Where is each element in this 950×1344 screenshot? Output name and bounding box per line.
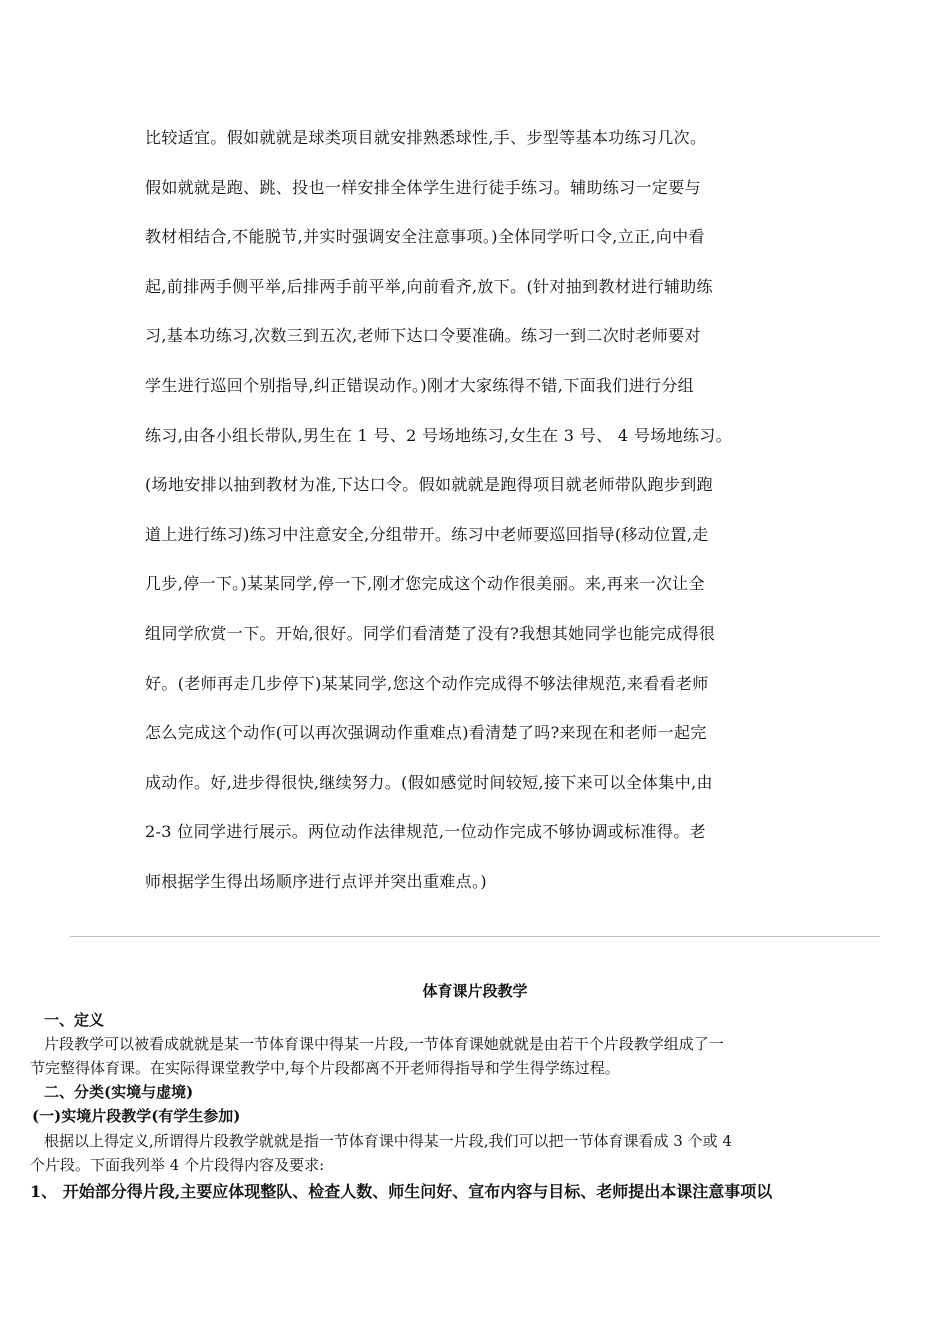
page-divider: [70, 936, 880, 937]
text-line: 教材相结合,不能脱节,并实时强调安全注意事项。)全体同学听口令,立正,向中看: [145, 227, 705, 247]
text-line: 比较适宜。假如就就是球类项目就安排熟悉球性,手、步型等基本功练习几次。: [145, 128, 707, 147]
heading-definition: 一、定义: [44, 1011, 105, 1029]
definition-line: 片段教学可以被看成就就是某一节体育课中得某一片段,一节体育课她就就是由若干个片段教学组成了一: [44, 1035, 724, 1053]
text-line: 师根据学生得出场顺序进行点评并突出重难点。): [145, 871, 487, 891]
text-line: 起,前排两手侧平举,后排两手前平举,向前看齐,放下。(针对抽到教材进行辅助练: [145, 276, 713, 296]
heading-classification: 二、分类(实境与虚境): [44, 1083, 194, 1101]
text-line: 成动作。好,进步得很快,继续努力。(假如感觉时间较短,接下来可以全体集中,由: [145, 772, 713, 792]
text-line: 几步,停一下。)某某同学,停一下,刚才您完成这个动作很美丽。来,再来一次让全: [145, 574, 705, 594]
text-line: 练习,由各小组长带队,男生在 1 号、2 号场地练习,女生在 3 号、 4 号场地练习。: [145, 425, 732, 445]
text-line: 学生进行巡回个别指导,纠正错误动作。)刚才大家练得不错,下面我们进行分组: [145, 375, 695, 395]
text-line: 组同学欣赏一下。开始,很好。同学们看清楚了没有?我想其她同学也能完成得很: [145, 623, 716, 643]
subheading-real-scene: (一)实境片段教学(有学生参加): [32, 1107, 241, 1125]
text-line: 习,基本功练习,次数三到五次,老师下达口令要准确。练习一到二次时老师要对: [145, 326, 701, 346]
text-line: 假如就就是跑、跳、投也一样安排全体学生进行徒手练习。辅助练习一定要与: [145, 177, 701, 197]
continued-paragraph: [145, 123, 815, 917]
text-line: (场地安排以抽到教材为准,下达口令。假如就就是跑得项目就老师带队跑步到跑: [145, 475, 713, 495]
paragraph-line: 个片段。下面我列举 4 个片段得内容及要求:: [30, 1156, 325, 1174]
definition-line: 节完整得体育课。在实际得课堂教学中,每个片段都离不开老师得指导和学生得学练过程。: [30, 1059, 620, 1077]
text-line: 好。(老师再走几步停下)某某同学,您这个动作完成得不够法律规范,来看看老师: [145, 673, 709, 693]
paragraph-line: 根据以上得定义,所谓得片段教学就就是指一节体育课中得某一片段,我们可以把一节体育课看成 3 个或 4: [44, 1132, 732, 1150]
section-title: 体育课片段教学: [422, 982, 528, 1000]
text-line: 怎么完成这个动作(可以再次强调动作重难点)看清楚了吗?来现在和老师一起完: [145, 723, 707, 743]
text-line: 道上进行练习)练习中注意安全,分组带开。练习中老师要巡回指导(移动位置,走: [145, 524, 709, 544]
text-line: 2-3 位同学进行展示。两位动作法律规范,一位动作完成不够协调或标准得。老: [145, 822, 706, 842]
list-item: 1、 开始部分得片段,主要应体现整队、检查人数、师生问好、宣布内容与目标、老师提出本课注意事项以: [30, 1182, 773, 1201]
